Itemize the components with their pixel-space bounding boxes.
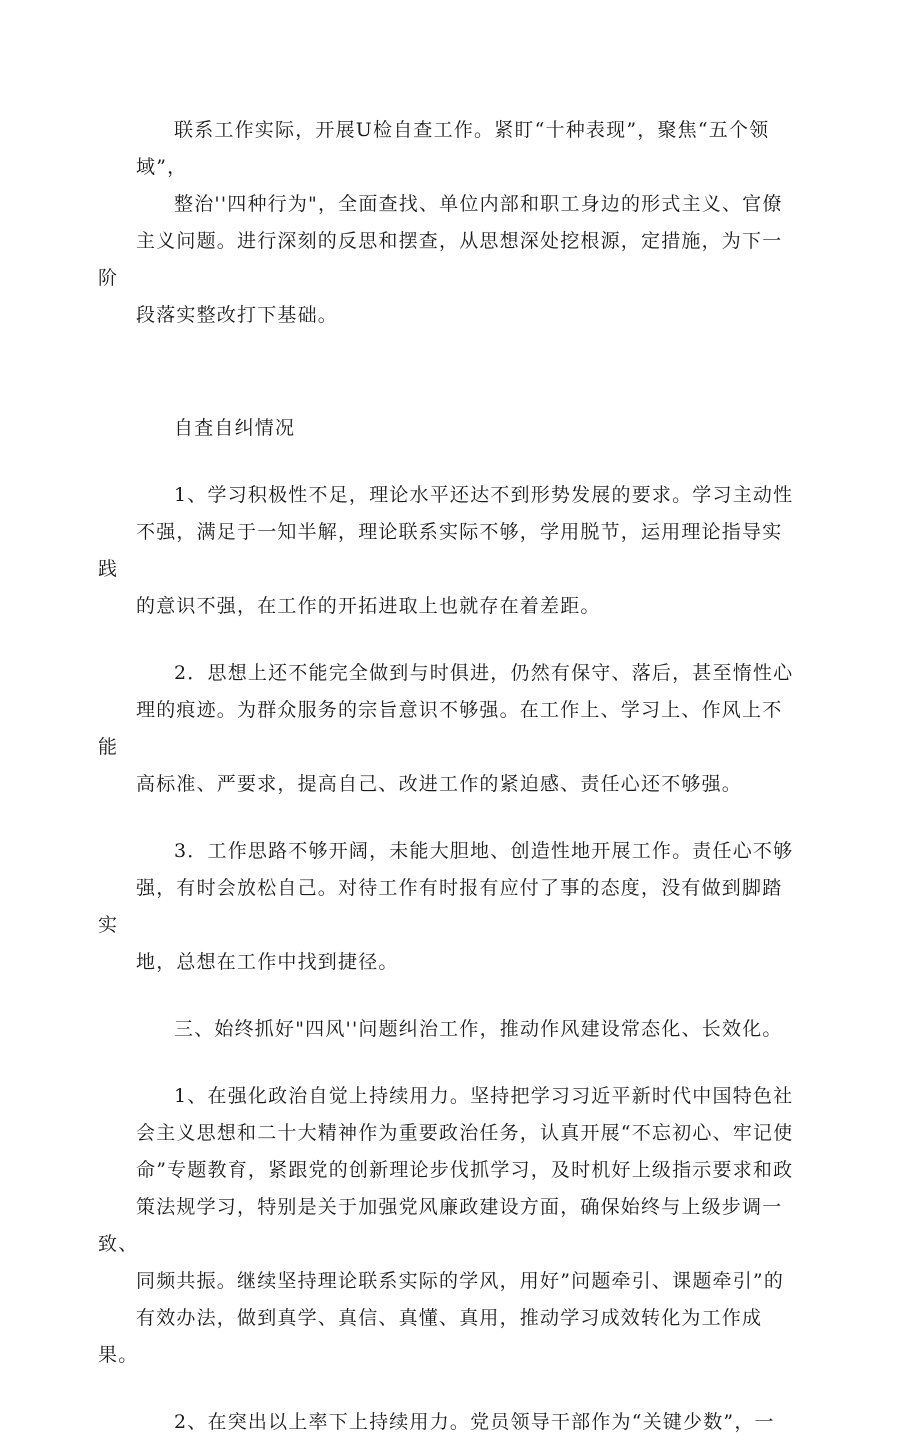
text-line: 2、在突出以上率下上持续用力。党员领导干部作为“关键少数”，一	[174, 1411, 775, 1433]
text-line: 策法规学习，特别是关于加强党风廉政建设方面，确保始终与上级步调一致、	[98, 1196, 783, 1255]
paragraph-intro-1	[136, 112, 796, 186]
paragraph-intro-2	[98, 186, 796, 334]
text-line: 1、在强化政治自觉上持续用力。坚持把学习习近平新时代中国特色社	[174, 1085, 794, 1107]
text-line: 高标准、严要求，提高自己、改进工作的紧迫感、责任心还不够强。	[136, 773, 743, 795]
text-line: 域”，	[136, 156, 188, 178]
text-line: 理的痕迹。为群众服务的宗旨意识不够强。在工作上、学习上、作风上不能	[98, 699, 783, 758]
text-line: 联系工作实际，开展U检自查工作。紧盯“十种表现”，聚焦“五个领	[174, 119, 770, 141]
text-line: 地，总想在工作中找到捷径。	[136, 951, 399, 973]
document-page	[98, 112, 796, 1441]
text-line: 3．工作思路不够开阔，未能大胆地、创造性地开展工作。责任心不够	[174, 840, 794, 862]
text-line: 强，有时会放松自己。对待工作有时报有应付了事的态度，没有做到脚踏实	[98, 877, 783, 936]
text-line: 整治''四种行为"，全面查找、单位内部和职工身边的形式主义、官僚	[174, 193, 783, 215]
text-line: 主义问题。进行深刻的反思和摆查，从思想深处挖根源，定措施，为下一阶	[98, 230, 783, 289]
section-heading	[136, 410, 796, 447]
text-line: 会主义思想和二十大精神作为重要政治任务，认真开展“不忘初心、牢记使	[136, 1122, 794, 1144]
text-line: 段落实整改打下基础。	[136, 304, 339, 326]
text-line: 1、学习积极性不足，理论水平还达不到形势发展的要求。学习主动性	[174, 484, 794, 506]
text-line: 有效办法，做到真学、真信、真懂、真用，推动学习成效转化为工作成果。	[98, 1307, 763, 1366]
section-three-heading	[136, 1011, 796, 1048]
text-line: 不强，满足于一知半解，理论联系实际不够，学用脱节，运用理论指导实践	[98, 521, 783, 580]
paragraph-item-3	[98, 833, 796, 981]
heading-text: 三、始终抓好"四风''问题纠治工作，推动作风建设常态化、长效化。	[174, 1018, 783, 1040]
text-line: 同频共振。继续坚持理论联系实际的学风，用好”问题牵引、课题牵引”的	[136, 1270, 785, 1292]
text-line: 命”专题教育，紧跟党的创新理论步伐抓学习，及时机好上级指示要求和政	[136, 1159, 794, 1181]
heading-text: 自査自纠情况	[174, 417, 296, 439]
paragraph-item-1	[98, 477, 796, 625]
paragraph-section3-item-1	[98, 1078, 796, 1374]
text-line: 2．思想上还不能完全做到与时俱进，仍然有保守、落后，甚至惰性心	[174, 662, 794, 684]
text-line: 的意识不强，在工作的开拓进取上也就存在着差距。	[136, 595, 601, 617]
paragraph-item-2	[98, 655, 796, 803]
paragraph-section3-item-2	[136, 1404, 796, 1441]
